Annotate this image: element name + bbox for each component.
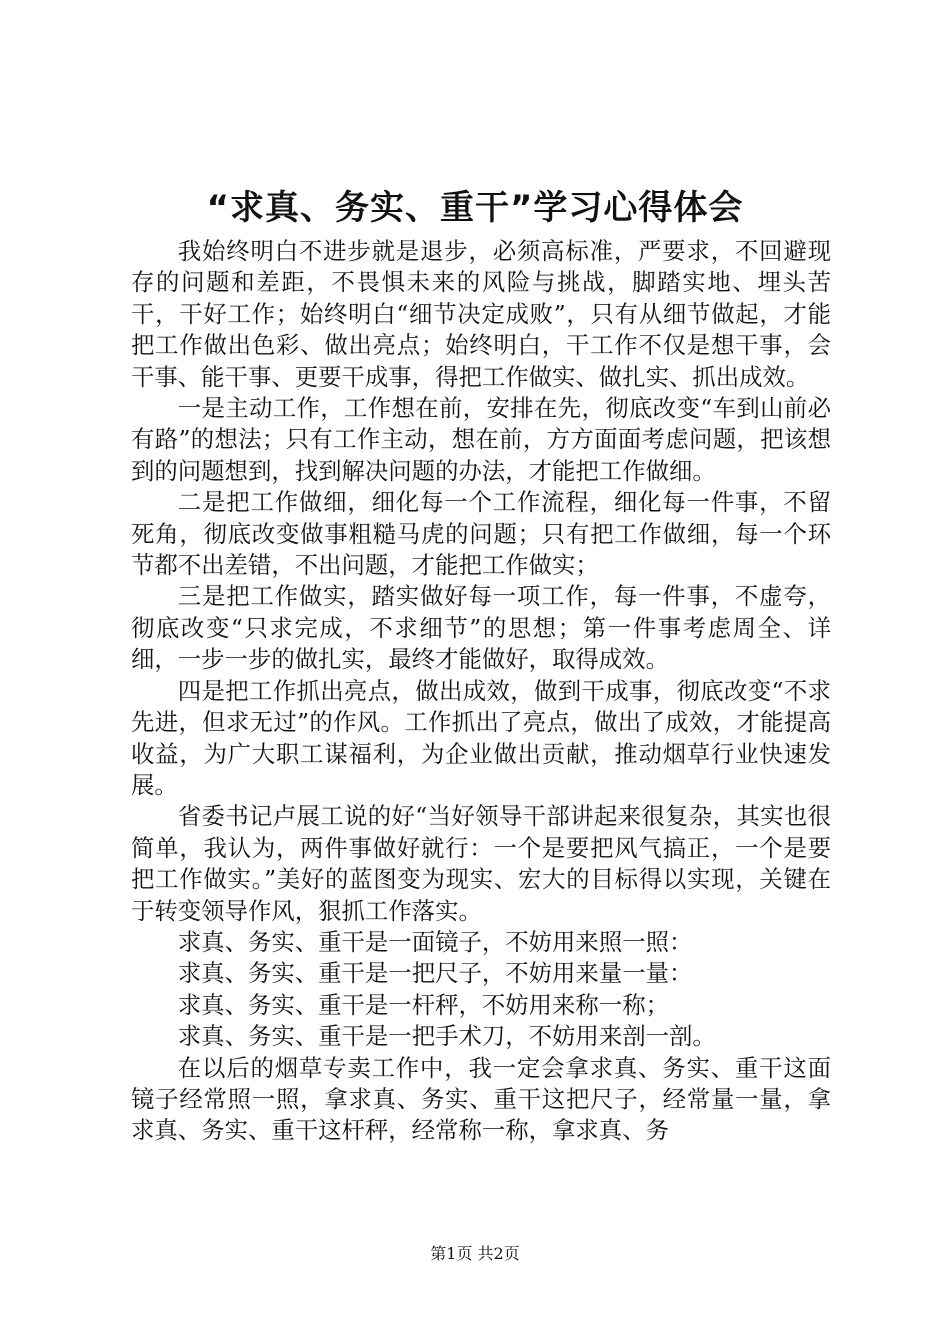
paragraph-point-one: 一是主动工作，工作想在前，安排在先，彻底改变“车到山前必有路”的想法；只有工作主动，想在前，方方面面考虑问题，把该想到的问题想到，找到解决问题的办法，才能把工作做细。 (131, 394, 831, 485)
document-body (131, 236, 831, 1147)
paragraph-scalpel: 求真、务实、重干是一把手术刀，不妨用来剖一剖。 (177, 1022, 716, 1051)
paragraph-scale: 求真、务实、重干是一杆秤，不妨用来称一称； (177, 990, 669, 1019)
paragraph-quote: 省委书记卢展工说的好“当好领导干部讲起来很复杂，其实也很简单，我认为，两件事做好就行：一个是要把风气搞正，一个是要把工作做实。”美好的蓝图变为现实、宏大的目标得以实现，关键在于转变领导作风，狠抓工作落实。 (131, 802, 831, 925)
paragraph-point-four: 四是把工作抓出亮点，做出成效，做到干成事，彻底改变“不求先进，但求无过”的作风。工作抓出了亮点，做出了成效，才能提高收益，为广大职工谋福利，为企业做出贡献，推动烟草行业快速发展。 (131, 676, 831, 799)
paragraph-conclusion: 在以后的烟草专卖工作中，我一定会拿求真、务实、重干这面镜子经常照一照，拿求真、务实、重干这把尺子，经常量一量，拿求真、务实、重干这杆秤，经常称一称，拿求真、务 (131, 1053, 831, 1145)
paragraph-intro: 我始终明白不进步就是退步，必须高标准，严要求，不回避现存的问题和差距，不畏惧未来的风险与挑战，脚踏实地、埋头苦干，干好工作；始终明白“细节决定成败”，只有从细节做起，才能把工作做出色彩、做出亮点；始终明白，干工作不仅是想干事，会干事、能干事、更要干成事，得把工作做实、做扎实、抓出成效。 (131, 237, 831, 391)
paragraph-point-two: 二是把工作做细，细化每一个工作流程，细化每一件事，不留死角，彻底改变做事粗糙马虎的问题；只有把工作做细，每一个环节都不出差错，不出问题，才能把工作做实； (131, 488, 831, 580)
paragraph-point-three: 三是把工作做实，踏实做好每一项工作，每一件事，不虚夸，彻底改变“只求完成，不求细节”的思想；第一件事考虑周全、详细，一步一步的做扎实，最终才能做好，取得成效。 (131, 582, 831, 674)
page-footer: 第1页 共2页 (430, 1244, 520, 1263)
paragraph-mirror: 求真、务实、重干是一面镜子，不妨用来照一照： (177, 927, 693, 956)
paragraph-ruler: 求真、务实、重干是一把尺子，不妨用来量一量： (177, 959, 693, 988)
document-title: “求真、务实、重干”学习心得体会 (206, 188, 744, 228)
